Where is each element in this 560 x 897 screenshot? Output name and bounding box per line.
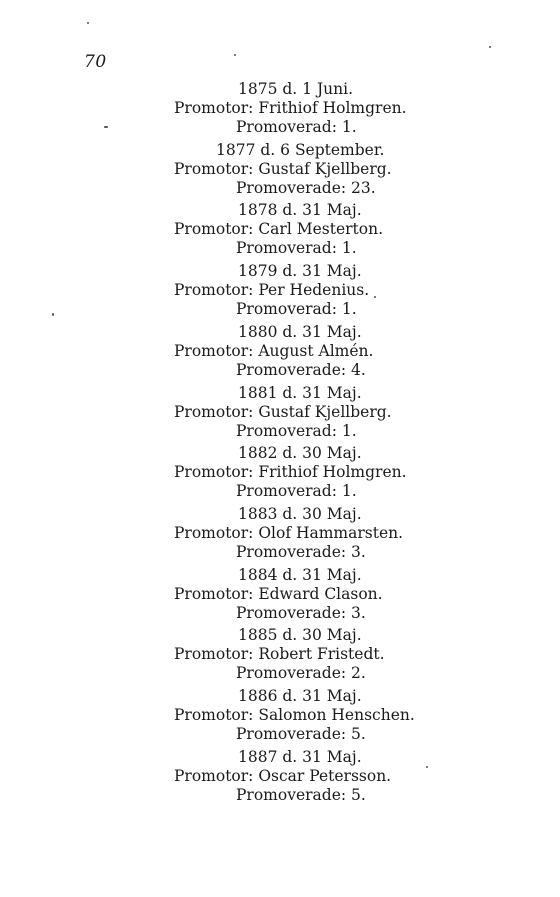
scan-speck bbox=[87, 22, 89, 24]
promotion-date: 1880 d. 31 Maj. bbox=[238, 322, 362, 341]
promotor-line: Promotor: Gustaf Kjellberg. bbox=[174, 159, 392, 178]
promoted-count-line: Promoverade: 3. bbox=[236, 603, 366, 622]
promotion-date: 1879 d. 31 Maj. bbox=[238, 262, 362, 281]
promotor-line: Promotor: Salomon Henschen. bbox=[174, 706, 415, 724]
promoted-count-line: Promoverade: 3. bbox=[236, 542, 366, 561]
promotor-line: Promotor: Olof Hammarsten. bbox=[174, 523, 404, 542]
promoted-count-line: Promoverade: 2. bbox=[236, 664, 366, 683]
page-number: 70 bbox=[84, 52, 107, 72]
promotion-date: 1882 d. 30 Maj. bbox=[238, 444, 362, 463]
promotor-line: Promotor: Oscar Petersson. bbox=[174, 766, 392, 785]
promotion-date: 1885 d. 30 Maj. bbox=[238, 626, 362, 645]
scan-speck bbox=[374, 296, 376, 298]
promotor-line: Promotor: Edward Clason. bbox=[174, 584, 383, 603]
promoted-count-line: Promoverad: 1. bbox=[236, 421, 357, 440]
promotion-date: 1886 d. 31 Maj. bbox=[238, 687, 362, 705]
promotor-line: Promotor: Carl Mesterton. bbox=[174, 220, 383, 239]
promotion-date: 1877 d. 6 September. bbox=[216, 140, 385, 159]
promotion-date: 1875 d. 1 Juni. bbox=[238, 80, 354, 98]
promotion-date: 1881 d. 31 Maj. bbox=[238, 383, 362, 402]
promotor-line: Promotor: Robert Fristedt. bbox=[174, 645, 385, 664]
promotion-date: 1884 d. 31 Maj. bbox=[238, 565, 362, 584]
promotor-line: Promotor: Frithiof Holmgren. bbox=[174, 463, 407, 482]
promotion-date: 1887 d. 31 Maj. bbox=[238, 747, 362, 766]
promotor-line: Promotor: Gustaf Kjellberg. bbox=[174, 402, 392, 421]
scan-speck bbox=[52, 313, 54, 316]
promotor-line: Promotor: August Almén. bbox=[174, 341, 374, 360]
scan-speck bbox=[489, 46, 491, 48]
promotion-date: 1883 d. 30 Maj. bbox=[238, 504, 362, 523]
promoted-count-line: Promoverade: 5. bbox=[236, 785, 366, 804]
scan-speck bbox=[234, 54, 236, 56]
promotor-line: Promotor: Frithiof Holmgren. bbox=[174, 99, 407, 117]
scan-speck bbox=[426, 766, 428, 768]
promoted-count-line: Promoverade: 5. bbox=[236, 725, 366, 743]
promoted-count-line: Promoverad: 1. bbox=[236, 118, 357, 136]
promoted-count-line: Promoverad: 1. bbox=[236, 300, 357, 319]
scan-speck bbox=[104, 126, 108, 128]
promoted-count-line: Promoverad: 1. bbox=[236, 482, 357, 501]
promotor-line: Promotor: Per Hedenius. bbox=[174, 281, 370, 300]
promoted-count-line: Promoverade: 4. bbox=[236, 360, 366, 379]
promotion-date: 1878 d. 31 Maj. bbox=[238, 201, 362, 220]
promoted-count-line: Promoverade: 23. bbox=[236, 178, 376, 197]
promoted-count-line: Promoverad: 1. bbox=[236, 239, 357, 258]
